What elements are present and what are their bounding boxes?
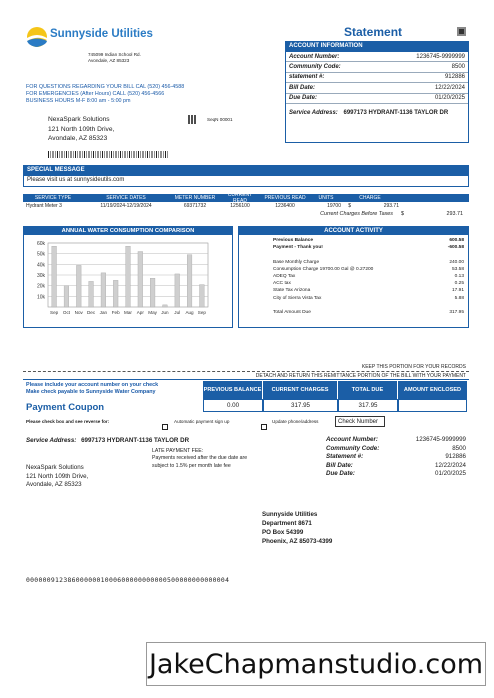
- service-table-header-cell: METER NUMBER: [174, 195, 216, 201]
- include-account-note: Please include your account number on your check: [26, 382, 159, 388]
- activity-label: Base Monthly Charge: [273, 259, 320, 265]
- activity-line: [273, 259, 464, 266]
- remit-account-value: 8500: [452, 444, 466, 452]
- service-table-header: [23, 194, 469, 202]
- x-tick-label: Aug: [185, 310, 194, 315]
- activity-line: [273, 244, 464, 251]
- activity-label: ACC tax: [273, 281, 291, 287]
- x-tick-label: Feb: [111, 310, 120, 315]
- company-logo: [26, 26, 48, 48]
- total-due-value: 317.95: [338, 399, 398, 412]
- y-tick-label: 30k: [36, 273, 45, 279]
- y-tick-label: 10k: [36, 294, 45, 301]
- activity-line: [273, 251, 464, 258]
- account-info-key: Account Number:: [289, 53, 340, 60]
- account-info-rows: [286, 52, 468, 104]
- activity-label: Previous Balance: [273, 238, 313, 244]
- activity-amount: 317.95: [449, 309, 464, 315]
- header-amount-enclosed: AMOUNT ENCLOSED: [398, 381, 467, 399]
- activity-amount: 53.58: [451, 266, 464, 272]
- coupon-table: [203, 381, 467, 415]
- remit-account-key: Community Code:: [326, 444, 380, 452]
- payable-note: Make check payable to Sunnyside Water Company: [26, 389, 156, 395]
- header-previous-balance: PREVIOUS BALANCE: [203, 381, 263, 399]
- contact-hours: BUSINESS HOURS M-F 8:00 am - 5:00 pm: [26, 98, 131, 104]
- activity-label: Consumption Charge 19700.00 Gal @ 0.27200: [273, 266, 374, 272]
- customer-city: Avondale, AZ 85323: [48, 135, 108, 143]
- remit-account-row: [326, 445, 466, 454]
- service-table-header-cell: CURRENT READ: [227, 192, 253, 204]
- service-table: [23, 194, 469, 218]
- service-table-header-cell: CHARGE: [359, 195, 381, 201]
- chart-bar: [52, 246, 57, 307]
- special-message-box: [23, 165, 469, 187]
- service-table-cell: $: [348, 203, 351, 209]
- y-tick-label: 50k: [36, 251, 45, 258]
- x-tick-label: Mar: [124, 310, 132, 315]
- watermark-banner: [146, 642, 486, 686]
- service-table-cell: 1236400: [275, 203, 295, 209]
- remit-account-value: 912886: [445, 453, 466, 461]
- update-phone-label: Update phone/address: [272, 419, 319, 424]
- account-info-row: [286, 52, 468, 62]
- header-current-charges: CURRENT CHARGES: [263, 381, 338, 399]
- contact-emergencies: FOR EMERGENCIES (After Hours) CALL (520) 456-4566: [26, 91, 165, 97]
- account-info-value: 8500: [451, 64, 465, 71]
- chart-bar: [138, 252, 143, 307]
- chart-bar: [101, 273, 106, 307]
- chart-title: ANNUAL WATER CONSUMPTION COMPARISON: [24, 227, 232, 235]
- previous-balance-value: 0.00: [203, 399, 263, 412]
- current-charges-value: 317.95: [263, 399, 338, 412]
- payment-coupon-title: Payment Coupon: [26, 402, 105, 413]
- account-info-key: Bill Date:: [289, 84, 316, 91]
- chart-bar: [89, 281, 94, 307]
- remit-service-label: Service Address:: [26, 437, 77, 444]
- remit-account-row: [326, 462, 466, 471]
- service-table-cell: 69371732: [183, 203, 207, 209]
- account-info-value: 912886: [444, 74, 465, 81]
- special-message-title: SPECIAL MESSAGE: [24, 166, 468, 176]
- remit-account-value: 01/20/2025: [435, 470, 466, 478]
- account-info-key: statement #:: [289, 74, 325, 81]
- remit-account-key: Statement #:: [326, 453, 364, 461]
- activity-amount: 5.88: [454, 295, 464, 301]
- auto-pay-checkbox[interactable]: [162, 417, 168, 435]
- account-info-key: Due Date:: [289, 95, 318, 102]
- chart-bar: [175, 274, 180, 307]
- remit-account-key: Due Date:: [326, 470, 355, 478]
- update-phone-checkbox[interactable]: [261, 417, 267, 435]
- postal-barcode: [48, 151, 168, 158]
- late-fee-block: [152, 448, 262, 470]
- payto-block: [262, 510, 332, 546]
- check-number-field[interactable]: [335, 416, 385, 427]
- activity-label: Payment - Thank you!: [273, 245, 323, 251]
- customer-name: NexaSpark Solutions: [48, 116, 110, 123]
- charges-before-taxes-label: Current Charges Before Taxes: [320, 211, 393, 217]
- chart-bar: [64, 286, 69, 307]
- activity-amount: 0.25: [454, 281, 464, 287]
- account-info-row: [286, 73, 468, 83]
- sequence-number: SeqN 00001: [207, 117, 233, 122]
- chart-bar: [163, 305, 168, 307]
- account-activity-lines: [239, 235, 468, 316]
- check-number-label: Check Number: [338, 419, 379, 425]
- consumption-chart-box: [23, 226, 233, 328]
- payto-city: Phoenix, AZ 85073-4399: [262, 538, 333, 545]
- check-box-note: Please check box and see reverse for:: [26, 419, 110, 424]
- account-info-row: [286, 94, 468, 104]
- service-table-cell: 293.71: [383, 203, 399, 209]
- activity-line: [273, 309, 464, 316]
- activity-line: [273, 280, 464, 287]
- chart-bar: [113, 280, 118, 307]
- statement-title: Statement: [344, 25, 403, 39]
- remit-customer-block: [26, 464, 88, 490]
- service-address: [286, 104, 468, 122]
- chart-bar: [76, 265, 81, 307]
- remit-rule: [23, 379, 469, 380]
- remit-service-address: [26, 437, 189, 444]
- auto-pay-label: Automatic payment sign up: [174, 419, 230, 424]
- qr-icon: [188, 115, 197, 124]
- company-address-line1: 745099 Indian School Rd.: [88, 52, 141, 57]
- account-info-row: [286, 62, 468, 72]
- remit-customer-city: Avondale, AZ 85323: [26, 481, 82, 489]
- activity-line: [273, 295, 464, 302]
- account-info-key: Community Code:: [289, 64, 341, 71]
- account-info-row: [286, 83, 468, 93]
- y-tick-label: 40k: [36, 262, 45, 269]
- service-table-header-cell: SERVICE DATES: [106, 195, 146, 201]
- account-info-value: 1236745-9999999: [416, 53, 465, 60]
- service-address-label: Service Address:: [289, 109, 338, 116]
- late-fee-title: LATE PAYMENT FEE:: [152, 448, 204, 454]
- chart-bar: [187, 255, 192, 307]
- customer-block: [48, 115, 114, 144]
- activity-amount: 17.91: [451, 288, 464, 294]
- activity-label: ADEQ Tax: [273, 274, 296, 280]
- service-table-header-cell: SERVICE TYPE: [34, 195, 72, 201]
- late-fee-text: Payments received after the due date are subject to 1.5% per month late fee: [152, 455, 248, 469]
- remit-customer-street: 121 North 109th Drive,: [26, 472, 89, 480]
- detach-line: [23, 371, 469, 372]
- account-info-header: ACCOUNT INFORMATION: [286, 42, 468, 52]
- remit-account-row: [326, 436, 466, 445]
- x-tick-label: Nov: [74, 310, 83, 315]
- remit-account-key: Account Number:: [326, 436, 378, 443]
- payto-pobox: PO Box 54399: [262, 529, 304, 536]
- activity-label: City of Sierra Vista Tax: [273, 295, 322, 301]
- activity-amount: 240.00: [449, 259, 464, 265]
- service-table-cell: 19700: [327, 203, 341, 209]
- remit-account-row: [326, 470, 466, 479]
- activity-amount: 600.58: [449, 238, 464, 244]
- remit-account-key: Bill Date:: [326, 461, 353, 469]
- activity-line: [273, 237, 464, 244]
- header-total-due: TOTAL DUE: [338, 381, 398, 399]
- service-table-cell: 1256100: [230, 203, 250, 209]
- remit-service-value: 6997173 HYDRANT-1136 TAYLOR DR: [81, 437, 190, 444]
- x-tick-label: Apr: [136, 310, 144, 315]
- payto-department: Department 8671: [262, 520, 312, 527]
- account-info-box: [285, 41, 469, 143]
- special-message-text: Please visit us at sunnysideutils.com: [27, 177, 125, 183]
- remit-customer-name: NexaSpark Solutions: [26, 464, 84, 471]
- x-tick-label: Jun: [161, 310, 169, 315]
- activity-label: Total Amount Due: [273, 309, 311, 315]
- amount-enclosed-field[interactable]: [398, 399, 467, 412]
- contact-bill-questions: FOR QUESTIONS REGARDING YOUR BILL CAL (520) 456-4588: [26, 84, 185, 90]
- remit-account-value: 12/22/2024: [435, 461, 466, 469]
- x-tick-label: Oct: [62, 310, 71, 315]
- x-tick-label: Jan: [99, 310, 108, 315]
- company-address-line2: Avondale, AZ 85323: [88, 58, 130, 63]
- watermark-text: JakeChapmanstudio.com: [148, 648, 484, 680]
- service-table-header-cell: UNITS: [318, 195, 334, 201]
- activity-amount: 0.13: [454, 274, 464, 280]
- chart-bar: [126, 246, 131, 307]
- service-table-row: [23, 202, 469, 210]
- keep-portion-note: KEEP THIS PORTION FOR YOUR RECORDS: [361, 364, 466, 370]
- remit-account-value: 1236745-9999999: [415, 436, 466, 443]
- service-table-header-cell: PREVIOUS READ: [264, 195, 306, 201]
- remit-account-row: [326, 453, 466, 462]
- account-info-value: 01/20/2025: [434, 95, 465, 102]
- service-table-cell: 11/19/2024-12/19/2024: [100, 203, 152, 209]
- micr-line: 0000009123860000001000600000000000500000000000004: [26, 576, 230, 584]
- activity-amount: -600.58: [447, 245, 464, 251]
- chart-bar: [200, 285, 205, 307]
- service-table-cell: Hydrant Meter 3: [26, 203, 62, 209]
- charges-before-taxes-currency: $: [401, 211, 404, 217]
- service-address-value: 6997173 HYDRANT-1136 TAYLOR DR: [343, 109, 449, 116]
- x-tick-label: Sep: [197, 310, 206, 315]
- y-tick-label: 60k: [36, 241, 45, 247]
- consumption-bar-chart: [24, 235, 232, 327]
- company-name: Sunnyside Utilities: [50, 28, 153, 40]
- chart-bar: [150, 278, 155, 307]
- customer-street: 121 North 109th Drive,: [48, 125, 115, 133]
- activity-line: [273, 287, 464, 294]
- activity-line: [273, 302, 464, 309]
- y-tick-label: 20k: [36, 283, 45, 290]
- charges-before-taxes-value: 293.71: [446, 211, 463, 217]
- qr-icon: [457, 27, 466, 36]
- charges-before-taxes: [23, 210, 469, 218]
- account-info-value: 12/22/2024: [434, 84, 465, 91]
- activity-line: [273, 266, 464, 273]
- activity-label: State Tax Arizona: [273, 288, 311, 294]
- activity-line: [273, 273, 464, 280]
- x-tick-label: Sep: [50, 310, 59, 315]
- account-activity-box: [238, 226, 469, 328]
- payto-name: Sunnyside Utilities: [262, 511, 318, 518]
- detach-note: DETACH AND RETURN THIS REMITTANCE PORTION OF THE BILL WITH YOUR PAYMENT: [255, 373, 466, 379]
- x-tick-label: Dec: [86, 310, 96, 315]
- account-activity-title: ACCOUNT ACTIVITY: [239, 227, 468, 235]
- remit-account-rows: [326, 436, 466, 479]
- x-tick-label: Jul: [174, 310, 181, 315]
- x-tick-label: May: [148, 310, 157, 315]
